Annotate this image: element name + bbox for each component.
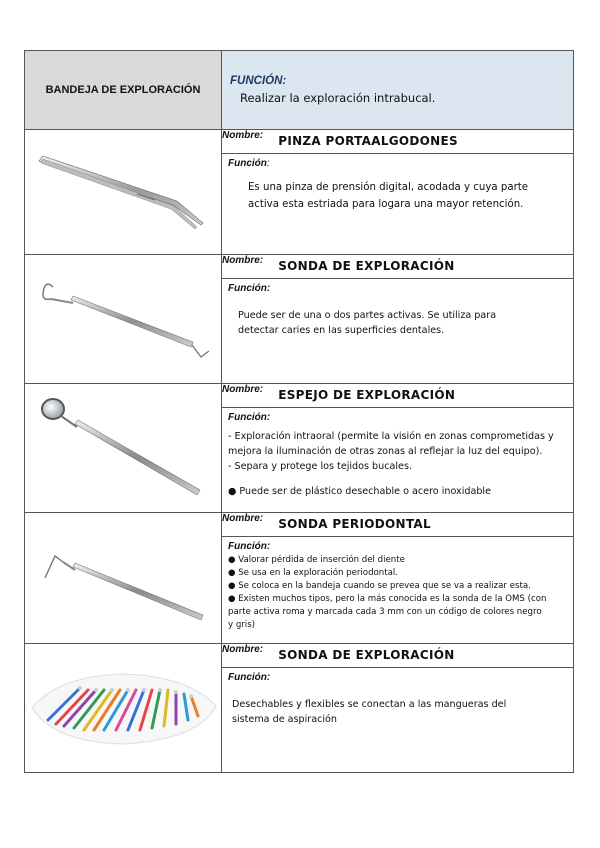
exploration-tray-table bbox=[24, 50, 574, 773]
instrument-row bbox=[25, 130, 574, 154]
saliva-ejectors-icon bbox=[28, 668, 218, 748]
instrument-description bbox=[228, 554, 569, 632]
description-line: Puede ser de una o dos partes activas. Se utiliza para bbox=[238, 310, 497, 321]
nombre-label: Nombre: bbox=[222, 130, 264, 141]
description-line: sistema de aspiración bbox=[232, 714, 337, 725]
instrument-name-cell bbox=[222, 384, 574, 408]
funcion-label: Función: bbox=[228, 541, 271, 552]
instrument-name: PINZA PORTAALGODONES bbox=[278, 134, 458, 148]
instrument-image-cell bbox=[25, 130, 222, 255]
header-row bbox=[25, 51, 574, 130]
description-line: detectar caries en las superficies dentales. bbox=[238, 325, 445, 336]
instrument-function-cell bbox=[222, 668, 574, 773]
instrument-description bbox=[228, 429, 569, 499]
instrument-name-cell bbox=[222, 644, 574, 668]
nombre-label: Nombre: bbox=[222, 644, 264, 655]
description-line: mejora la iluminación de otras zonas al reflejar la luz del equipo). bbox=[228, 446, 543, 457]
instrument-image-cell bbox=[25, 384, 222, 513]
description-line: ● Puede ser de plástico desechable o acero inoxidable bbox=[228, 486, 492, 497]
funcion-label: Función: bbox=[228, 283, 271, 294]
instrument-description bbox=[248, 179, 573, 213]
funcion-label-text: Función bbox=[228, 158, 267, 169]
instrument-row bbox=[25, 513, 574, 537]
description-line: - Separa y protege los tejidos bucales. bbox=[228, 461, 412, 472]
instrument-name-cell bbox=[222, 513, 574, 537]
instrument-image-cell bbox=[25, 644, 222, 773]
instrument-description bbox=[238, 308, 573, 338]
tweezers-icon bbox=[33, 147, 213, 237]
header-title-cell bbox=[25, 51, 222, 130]
instrument-function-cell bbox=[222, 408, 574, 513]
instrument-name: SONDA DE EXPLORACIÓN bbox=[278, 648, 455, 662]
dental-mirror-icon bbox=[33, 393, 213, 503]
header-function-label: FUNCIÓN: bbox=[230, 75, 287, 87]
instrument-image-cell bbox=[25, 255, 222, 384]
nombre-label: Nombre: bbox=[222, 513, 264, 524]
description-line: Es una pinza de prensión digital, acodada y cuya parte bbox=[248, 182, 529, 193]
instrument-description bbox=[232, 697, 573, 727]
description-line: Desechables y flexibles se conectan a las mangueras del bbox=[232, 699, 507, 710]
nombre-label: Nombre: bbox=[222, 384, 264, 395]
instrument-name-cell bbox=[222, 255, 574, 279]
description-line: parte activa roma y marcada cada 3 mm con un código de colores negro bbox=[228, 607, 542, 617]
description-line: ● Se coloca en la bandeja cuando se prevea que se va a realizar esta. bbox=[228, 581, 531, 591]
header-function-text: Realizar la exploración intrabucal. bbox=[240, 91, 436, 105]
description-line: activa esta estriada para logara una mayor retención. bbox=[248, 199, 524, 210]
instrument-name: ESPEJO DE EXPLORACIÓN bbox=[278, 388, 456, 402]
funcion-label bbox=[228, 158, 573, 169]
instrument-image-cell bbox=[25, 513, 222, 644]
nombre-label: Nombre: bbox=[222, 255, 264, 266]
instrument-function-cell bbox=[222, 154, 574, 255]
instrument-row bbox=[25, 255, 574, 279]
header-title: BANDEJA DE EXPLORACIÓN bbox=[45, 84, 201, 96]
description-line: ● Se usa en la exploración periodontal. bbox=[228, 568, 398, 578]
description-line: - Exploración intraoral (permite la visión en zonas comprometidas y bbox=[228, 431, 554, 442]
instrument-row bbox=[25, 644, 574, 668]
instrument-function-cell bbox=[222, 279, 574, 384]
funcion-label: Función: bbox=[228, 412, 271, 423]
header-function-cell bbox=[222, 51, 574, 130]
dental-explorer-icon bbox=[33, 269, 213, 369]
periodontal-probe-icon bbox=[33, 528, 213, 628]
instrument-name: SONDA PERIODONTAL bbox=[278, 517, 431, 531]
funcion-label: Función: bbox=[228, 672, 271, 683]
description-line: ● Valorar pérdida de inserción del diente bbox=[228, 555, 405, 565]
description-line: y gris) bbox=[228, 620, 256, 630]
instrument-name-cell bbox=[222, 130, 574, 154]
instrument-function-cell bbox=[222, 537, 574, 644]
description-line: ● Existen muchos tipos, pero la más conocida es la sonda de la OMS (con bbox=[228, 594, 547, 604]
funcion-colon: : bbox=[266, 158, 270, 169]
instrument-name: SONDA DE EXPLORACIÓN bbox=[278, 259, 455, 273]
instrument-row bbox=[25, 384, 574, 408]
